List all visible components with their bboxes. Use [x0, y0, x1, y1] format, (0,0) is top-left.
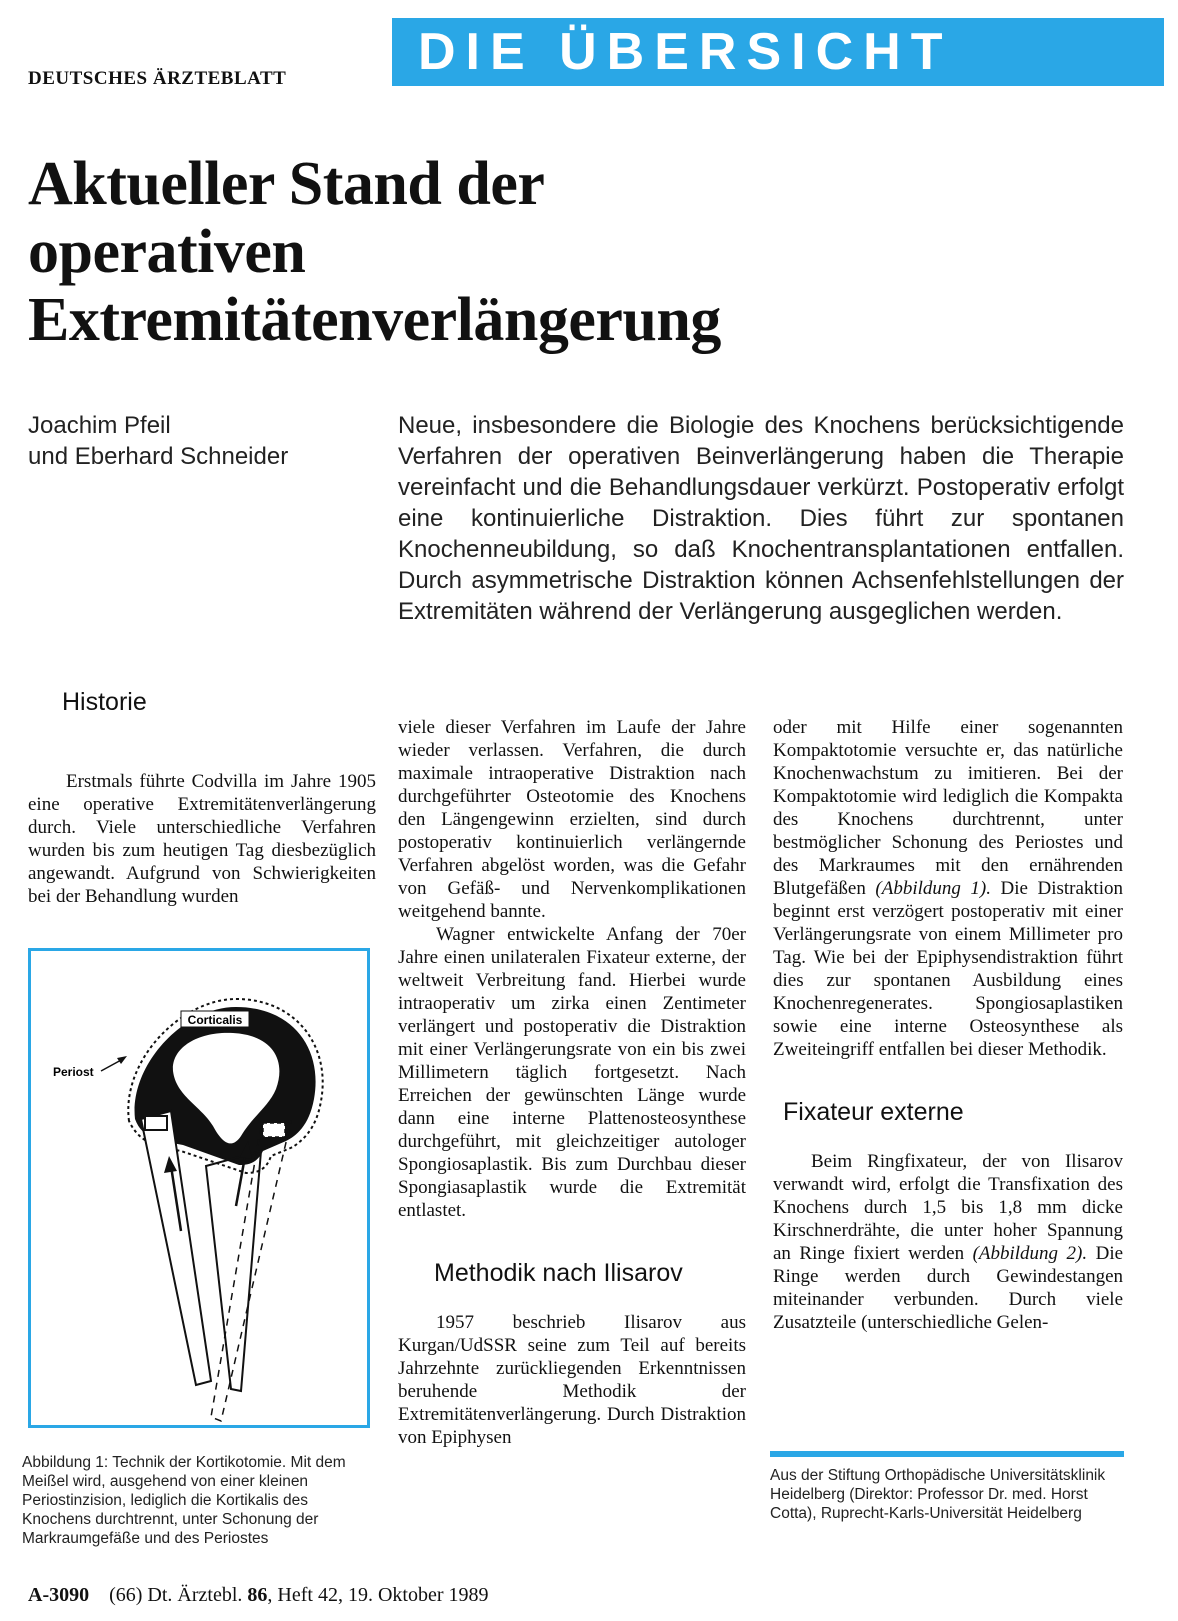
paragraph: viele dieser Verfahren im Laufe der Jahre wieder verlassen. Verfahren, die durch maximale intraoperative Distraktion nach durchgeführter Osteotomie des Knochens den Längengewinn erzielten, sind durch postoperativ kontinuierlich verlängernde Verfahren abgelöst worden, was die Gefahr von Gefäß- und Nervenkomplikationen weitgehend bannte.: [398, 717, 746, 922]
footer-citation: (66) Dt. Ärztebl.: [109, 1584, 243, 1606]
figure-1-caption: Abbildung 1: Technik der Kortikotomie. Mit dem Meißel wird, ausgehend von einer kleinen Periostinzision, lediglich die Kortikalis des Knochens durchtrennt, unter Schonung der Markraumgefäße und des Periostes: [22, 1454, 346, 1547]
author-line: und Eberhard Schneider: [28, 443, 289, 470]
author-line: Joachim Pfeil: [28, 412, 171, 439]
text-run: Die Distraktion beginnt erst verzögert postoperativ mit einer Verlängerungsrate von einem Millimeter pro Tag. Wie bei der Epiphysendistraktion führt dies zur spontanen Ausbildung eines Knochenregenerates. Spongiosaplastiken sowie eine interne Osteosynthese als Zweiteingriff entfallen bei dieser Methodik.: [773, 878, 1123, 1060]
author-affiliation: Aus der Stiftung Orthopädische Universitätsklinik Heidelberg (Direktor: Professor Dr. med. Horst Cotta), Ruprecht-Karls-Universität Heidelberg: [770, 1467, 1106, 1522]
paragraph: 1957 beschrieb Ilisarov aus Kurgan/UdSSR seine zum Teil auf bereits Jahrzehnte zurückliegenden Erkenntnissen beruhende Methodik der Extremitätenverlängerung. Durch Distraktion von Epiphysen: [398, 1312, 746, 1448]
text-run: Die Ringe werden durch Gewindestangen miteinander verbunden. Durch viele Zusatzteile (unterschiedliche Gelen-: [773, 1243, 1124, 1333]
lead-abstract: Neue, insbesondere die Biologie des Knochens berücksichtigende Verfahren der operativen Beinverlängerung haben die Therapie vereinfacht und die Behandlungsdauer verkürzt. Postoperativ erfolgt eine kontinuierliche Distraktion. Dies führt zur spontanen Knochenneubildung, so daß Knochentransplantationen entfallen. Durch asymmetrische Distraktion können Achsenfehlstellungen der Extremitäten während der Verlängerung ausgeglichen werden.: [398, 412, 1124, 625]
paragraph: [773, 716, 1123, 1061]
journal-name: DEUTSCHES ÄRZTEBLATT: [28, 68, 287, 89]
footer-volume: 86: [247, 1584, 268, 1606]
figure-1: [28, 948, 370, 1428]
section-heading-historie: Historie: [62, 688, 147, 716]
footer-issue: , Heft 42, 19. Oktober 1989: [267, 1584, 489, 1606]
text-run: Beim Ringfixateur, der von Ilisarov verwandt wird, erfolgt die Transfixation des Knochens durch 1,5 bis 1,8 mm dicke Kirschnerdrähte, die unter hoher Spannung an Ringe fixiert werden: [773, 1151, 1123, 1264]
column-1: [28, 770, 376, 908]
figure-reference: (Abbildung 2).: [972, 1243, 1088, 1264]
label-periost: Periost: [53, 1065, 94, 1079]
page-footer: [28, 1584, 488, 1607]
section-heading-fixateur: Fixateur externe: [783, 1098, 964, 1126]
column-2: [398, 716, 746, 1449]
page-number: A-3090: [28, 1584, 90, 1606]
section-banner: DIE ÜBERSICHT: [392, 18, 1164, 86]
text-run: oder mit Hilfe einer sogenannten Kompaktotomie versuchte er, das natürliche Knochenwachstum zu imitieren. Bei der Kompaktotomie wird lediglich die Kompakta des Knochens durchtrennt, unter bestmöglicher Schonung des Periostes und des Markraumes mit den ernährenden Blutgefäßen: [773, 717, 1123, 899]
column-3: [773, 716, 1123, 1334]
authors: [28, 410, 288, 472]
affiliation-rule: [770, 1451, 1124, 1457]
figure-reference: (Abbildung 1).: [875, 878, 991, 899]
title-line: Extremitätenverlängerung: [28, 286, 721, 354]
paragraph: Erstmals führte Codvilla im Jahre 1905 eine operative Extremitätenverlängerung durch. Viele unterschiedliche Verfahren wurden bis zum heutigen Tag diesbezüglich angewandt. Aufgrund von Schwierigkeiten bei der Behandlung wurden: [28, 771, 376, 907]
paragraph: [773, 1150, 1123, 1334]
label-corticalis: Corticalis: [187, 1013, 243, 1027]
kortikotomie-illustration: [31, 951, 367, 1425]
title-line: Aktueller Stand der: [28, 150, 545, 218]
title-line: operativen: [28, 218, 306, 286]
section-heading-ilisarov: Methodik nach Ilisarov: [434, 1259, 683, 1287]
article-title: [28, 150, 1028, 354]
paragraph: Wagner entwickelte Anfang der 70er Jahre einen unilateralen Fixateur externe, der weltweit Verbreitung fand. Hierbei wurde intraoperativ um zirka einen Zentimeter verlängert und postoperativ die Distraktion mit einer Verlängerungsrate von ein bis zwei Millimetern täglich fortgesetzt. Nach Erreichen der gewünschten Länge wurde dann eine interne Plattenosteosynthese durchgeführt, mit gleichzeitiger autologer Spongiosaplastik. Bis zum Durchbau dieser Spongiasaplastik wurde die Extremität entlastet.: [398, 924, 746, 1221]
